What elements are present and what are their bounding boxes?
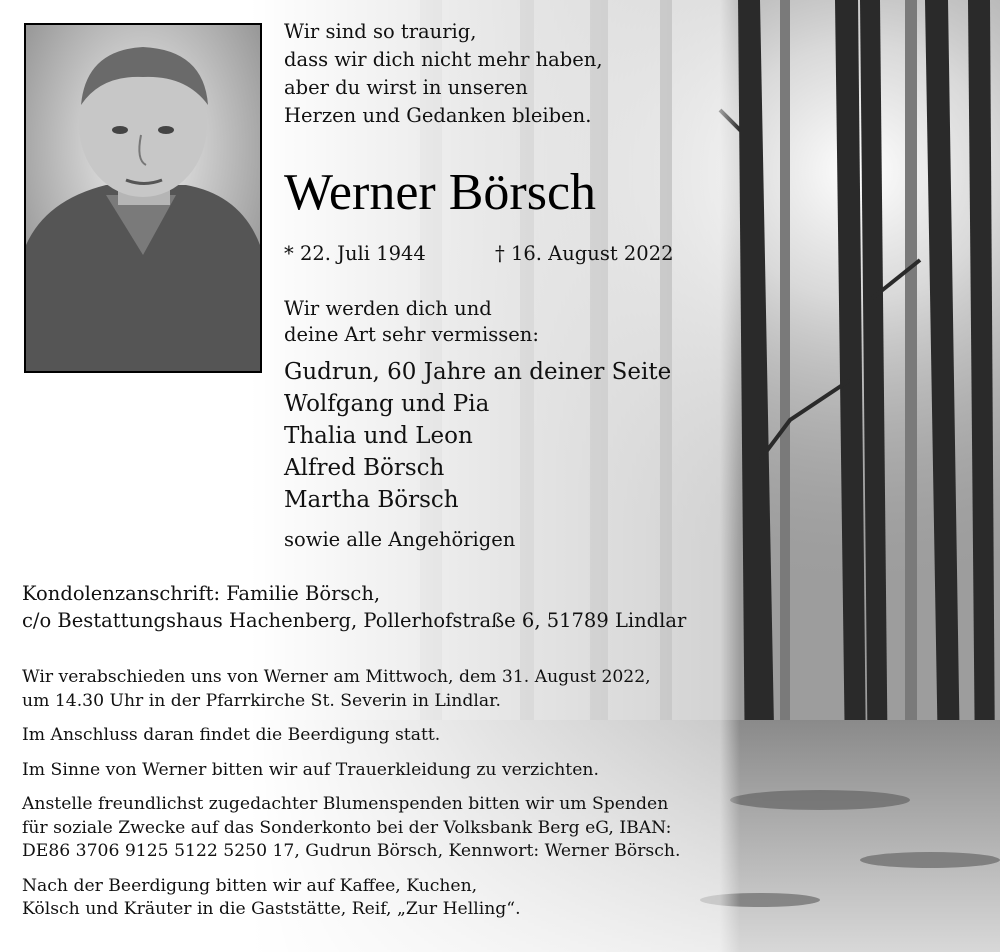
details-paragraph-donations (22, 793, 680, 864)
details-paragraph-reception (22, 875, 680, 922)
details-paragraph-burial (22, 724, 680, 748)
mourner-item: Thalia und Leon (284, 423, 473, 449)
mourners-list (284, 356, 671, 516)
mourner-item: Wolfgang und Pia (284, 391, 490, 417)
details-line: Nach der Beerdigung bitten wir auf Kaffee, Kuchen, (22, 875, 478, 896)
condolence-line: c/o Bestattungshaus Hachenberg, Pollerhofstraße 6, 51789 Lindlar (22, 609, 687, 632)
poem-line: Wir sind so traurig, (284, 20, 477, 43)
condolence-line: Kondolenzanschrift: Familie Börsch, (22, 582, 381, 605)
details-line: DE86 3706 9125 5122 5250 17, Gudrun Börsch, Kennwort: Werner Börsch. (22, 841, 681, 861)
poem-line: Herzen und Gedanken bleiben. (284, 104, 592, 127)
condolence-address (22, 580, 686, 634)
details-line: für soziale Zwecke auf das Sonderkonto bei der Volksbank Berg eG, IBAN: (22, 817, 672, 838)
details-line: Im Anschluss daran findet die Beerdigung statt. (22, 725, 441, 745)
other-relatives: sowie alle Angehörigen (284, 528, 516, 551)
poem-line: dass wir dich nicht mehr haben, (284, 48, 603, 71)
mourner-item: Martha Börsch (284, 487, 459, 513)
portrait-photo (24, 23, 262, 373)
details-line: Kölsch und Kräuter in die Gaststätte, Reif, „Zur Helling“. (22, 899, 521, 919)
mourner-item: Gudrun, 60 Jahre an deiner Seite (284, 359, 672, 385)
funeral-details (22, 666, 680, 933)
birth-date: * 22. Juli 1944 (284, 242, 426, 265)
details-paragraph-service (22, 666, 680, 713)
deceased-name: Werner Börsch (284, 164, 597, 221)
missing-line: Wir werden dich und (284, 297, 492, 320)
details-line: Im Sinne von Werner bitten wir auf Trauerkleidung zu verzichten. (22, 759, 599, 780)
details-paragraph-clothing (22, 759, 680, 783)
death-date: † 16. August 2022 (495, 242, 674, 265)
details-line: Wir verabschieden uns von Werner am Mittwoch, dem 31. August 2022, (22, 667, 651, 687)
poem (284, 18, 603, 130)
missing-statement (284, 296, 539, 348)
poem-line: aber du wirst in unseren (284, 76, 528, 99)
mourner-item: Alfred Börsch (284, 455, 445, 481)
details-line: Anstelle freundlichst zugedachter Blumenspenden bitten wir um Spenden (22, 794, 669, 814)
missing-line: deine Art sehr vermissen: (284, 323, 539, 346)
details-line: um 14.30 Uhr in der Pfarrkirche St. Severin in Lindlar. (22, 690, 501, 711)
